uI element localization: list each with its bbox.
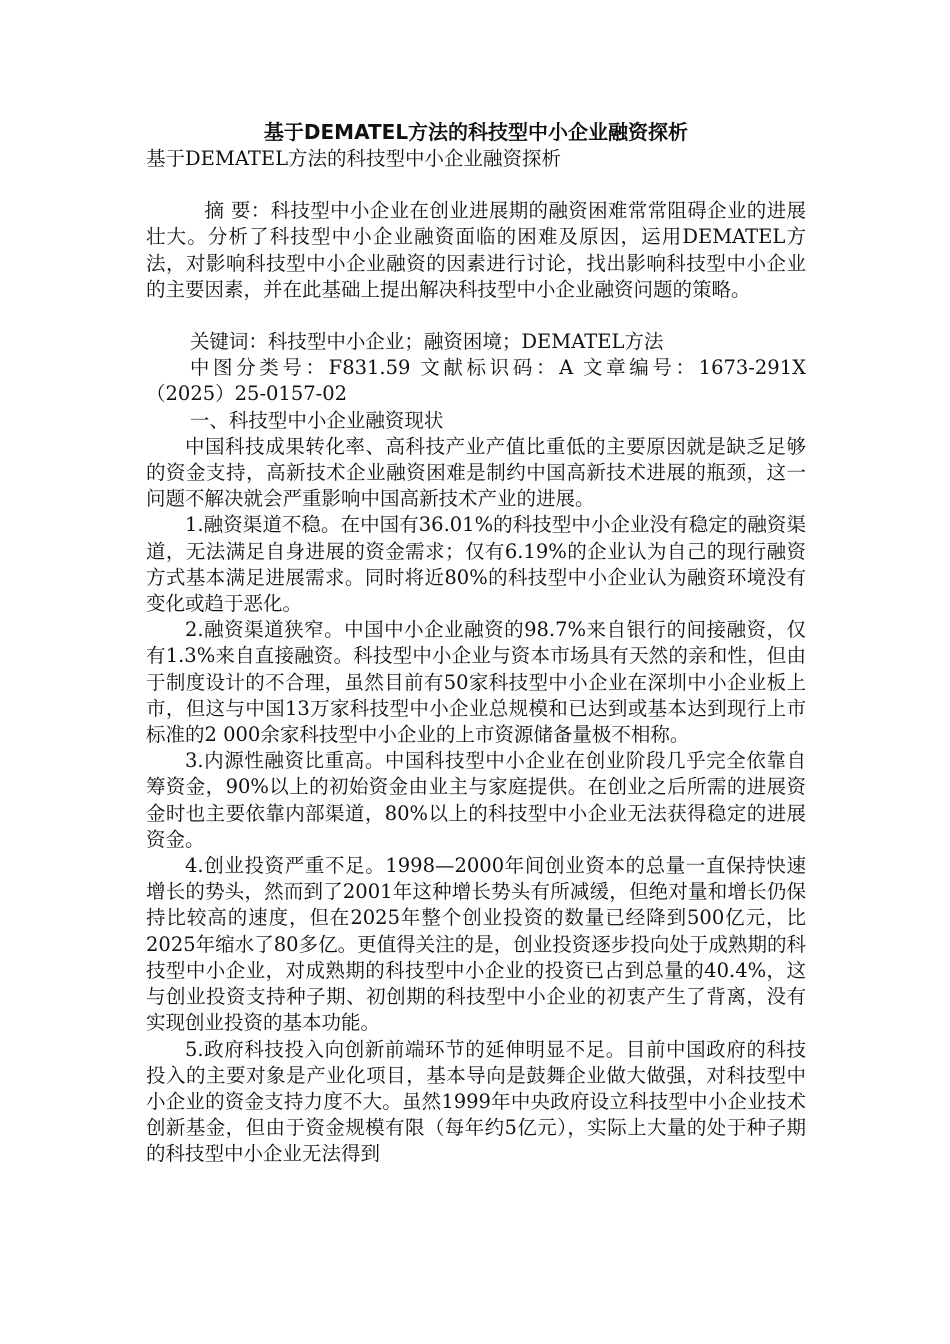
body-paragraph: 5.政府科技投入向创新前端环节的延伸明显不足。目前中国政府的科技投入的主要对象是产业化项目，基本导向是鼓舞企业做大做强，对科技型中小企业的资金支持力度不大。虽然1999年中央政府设立科技型中小企业技术创新基金，但由于资金规模有限（每年约5亿元），实际上大量的处于种子期的科技型中小企业无法得到 [146, 1037, 806, 1166]
body-paragraph: 4.创业投资严重不足。1998—2000年间创业资本的总量一直保持快速增长的势头，然而到了2001年这种增长势头有所减缓，但绝对量和增长仍保持比较高的速度，但在2025年整个创业投资的数量已经降到500亿元，比2025年缩水了80多亿。更值得关注的是，创业投资逐步投向处于成熟期的科技型中小企业，对成熟期的科技型中小企业的投资已占到总量的40.4%，这与创业投资支持种子期、初创期的科技型中小企业的初衷产生了背离，没有实现创业投资的基本功能。 [146, 854, 806, 1035]
abstract-paragraph: 摘 要：科技型中小企业在创业进展期的融资困难常常阻碍企业的进展壮大。分析了科技型中小企业融资面临的困难及原因，运用DEMATEL方法，对影响科技型中小企业融资的因素进行讨论，找出影响科技型中小企业的主要因素，并在此基础上提出解决科技型中小企业融资问题的策略。 [146, 199, 806, 301]
spacer [146, 303, 806, 329]
keywords-line: 关键词：科技型中小企业；融资困境；DEMATEL方法 [189, 330, 664, 354]
body-paragraph: 1.融资渠道不稳。在中国有36.01%的科技型中小企业没有稳定的融资渠道，无法满足自身进展的资金需求；仅有6.19%的企业认为自己的现行融资方式基本满足进展需求。同时将近80%的科技型中小企业认为融资环境没有变化或趋于恶化。 [146, 513, 806, 616]
section-heading: 一、科技型中小企业融资现状 [189, 408, 444, 432]
body-paragraph: 3.内源性融资比重高。中国科技型中小企业在创业阶段几乎完全依靠自筹资金，90%以上的初始资金由业主与家庭提供。在创业之后所需的进展资金时也主要依靠内部渠道，80%以上的科技型中小企业无法获得稳定的进展资金。 [146, 749, 806, 851]
document-subtitle: 基于DEMATEL方法的科技型中小企业融资探析 [146, 147, 562, 170]
document-page [146, 118, 806, 1168]
spacer [146, 172, 806, 198]
body-paragraph: 2.融资渠道狭窄。中国中小企业融资的98.7%来自银行的间接融资，仅有1.3%来自直接融资。科技型中小企业与资本市场具有天然的亲和性，但由于制度设计的不合理，虽然目前有50家科技型中小企业在深圳中小企业板上市，但这与中国13万家科技型中小企业总规模和已达到或基本达到现行上市标准的2 000余家科技型中小企业的上市资源储备量极不相称。 [146, 618, 806, 747]
document-title: 基于DEMATEL方法的科技型中小企业融资探析 [263, 120, 689, 144]
classification-line: 中图分类号：F831.59 文献标识码：A 文章编号：1673-291X（2025）25-0157-02 [146, 356, 806, 406]
body-paragraph: 中国科技成果转化率、高科技产业产值比重低的主要原因就是缺乏足够的资金支持，高新技术企业融资困难是制约中国高新技术进展的瓶颈，这一问题不解决就会严重影响中国高新技术产业的进展。 [146, 434, 806, 511]
